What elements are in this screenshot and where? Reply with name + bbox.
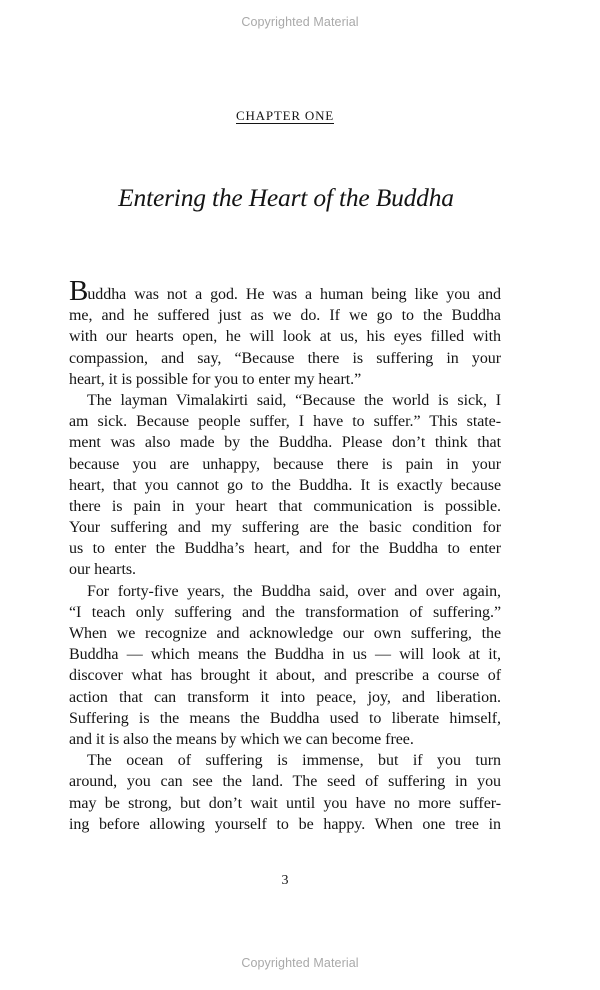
text-line: Suffering is the means the Buddha used to liberate himself, (69, 709, 501, 727)
text-line: me, and he suffered just as we do. If we go to the Buddha (69, 307, 501, 325)
text-line: The ocean of suffering is immense, but if you turn (87, 752, 501, 770)
page-number: 3 (281, 873, 289, 888)
text-line: The layman Vimalakirti said, “Because the world is sick, I (87, 391, 501, 409)
text-line (69, 275, 501, 307)
text-line: action that can transform it into peace, joy, and liberation. (69, 688, 501, 706)
copyright-watermark-bottom: Copyrighted Material (241, 956, 359, 970)
drop-cap: B (69, 275, 88, 307)
text-line-content: uddha was not a god. He was a human being like you and (87, 286, 501, 303)
text-line: us to enter the Buddha’s heart, and for the Buddha to enter (69, 540, 501, 558)
text-line: Your suffering and my suffering are the basic condition for (69, 519, 501, 537)
text-line: heart, that you cannot go to the Buddha. It is exactly because (69, 476, 501, 494)
text-line: am sick. Because people suffer, I have to suffer.” This state- (69, 413, 501, 431)
chapter-title: Entering the Heart of the Buddha (118, 183, 454, 212)
text-line: Buddha — which means the Buddha in us — will look at it, (69, 646, 501, 664)
text-line: For forty-five years, the Buddha said, over and over again, (87, 582, 501, 600)
text-line: “I teach only suffering and the transformation of suffering.” (69, 603, 501, 621)
text-line: discover what has brought it about, and prescribe a course of (69, 667, 501, 685)
body-text (69, 275, 501, 835)
text-line: our hearts. (69, 561, 136, 579)
text-line: When we recognize and acknowledge our own suffering, the (69, 625, 501, 642)
text-line: around, you can see the land. The seed of suffering in you (69, 773, 501, 791)
text-line: because you are unhappy, because there is pain in your (69, 455, 501, 473)
text-line: and it is also the means by which we can become free. (69, 730, 414, 748)
text-line: with our hearts open, he will look at us, his eyes filled with (69, 328, 501, 346)
text-line: heart, it is possible for you to enter my heart.” (69, 370, 362, 388)
text-line: compassion, and say, “Because there is suffering in your (69, 349, 501, 367)
copyright-watermark-top: Copyrighted Material (241, 15, 359, 29)
text-line: may be strong, but don’t wait until you have no more suffer- (69, 794, 501, 812)
text-line: there is pain in your heart that communication is possible. (69, 497, 501, 515)
text-line: ment was also made by the Buddha. Please don’t think that (69, 434, 501, 452)
text-line: ing before allowing yourself to be happy. When one tree in (69, 815, 501, 833)
chapter-label: CHAPTER ONE (236, 108, 334, 123)
